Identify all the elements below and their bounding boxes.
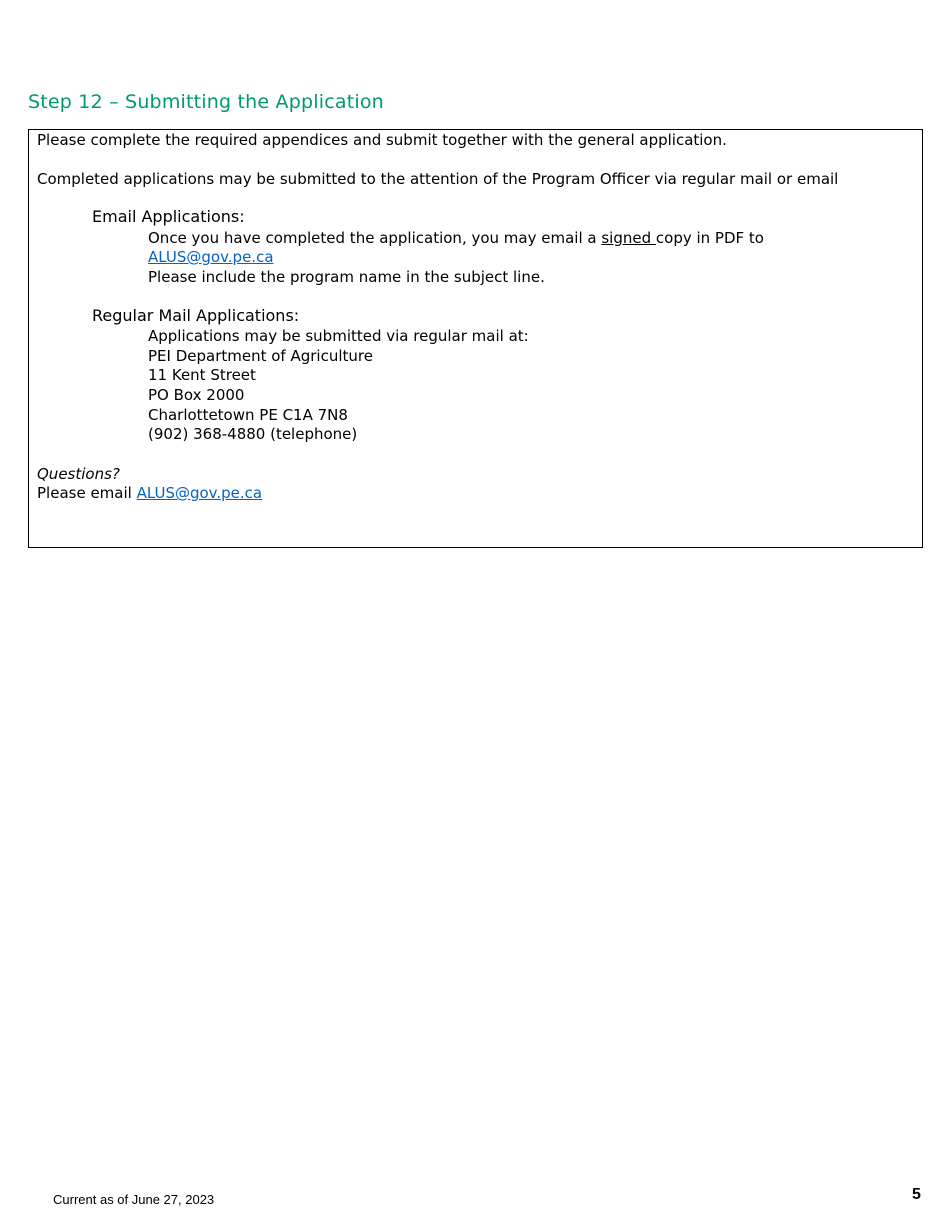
text: Please email [37,484,137,502]
intro-text: Please complete the required appendices and submit together with the general application. [37,131,727,149]
submit-text: Completed applications may be submitted to the attention of the Program Officer via regular mail or email [37,170,839,188]
email-instructions [148,228,764,248]
mail-line: Applications may be submitted via regular mail at: [148,327,529,345]
section-title: Step 12 – Submitting the Application [28,91,384,113]
text: copy in PDF to [655,229,764,247]
mail-heading: Regular Mail Applications: [92,306,300,325]
mail-line: PEI Department of Agriculture [148,347,373,365]
subject-line-note: Please include the program name in the subject line. [148,268,545,286]
email-heading: Email Applications: [92,207,245,226]
content-box [28,129,923,548]
page-number: 5 [912,1186,921,1203]
questions-text [37,483,262,503]
mail-line: 11 Kent Street [148,366,256,384]
mail-line: PO Box 2000 [148,386,245,404]
email-link[interactable]: ALUS@gov.pe.ca [148,248,274,266]
mail-line: Charlottetown PE C1A 7N8 [148,406,348,424]
footer-date: Current as of June 27, 2023 [53,1192,215,1207]
questions-heading: Questions? [37,465,120,483]
signed-text: signed [601,229,656,247]
questions-email-link[interactable]: ALUS@gov.pe.ca [136,484,263,502]
mail-line: (902) 368-4880 (telephone) [148,425,358,443]
text: Once you have completed the application, you may email a [148,229,602,247]
